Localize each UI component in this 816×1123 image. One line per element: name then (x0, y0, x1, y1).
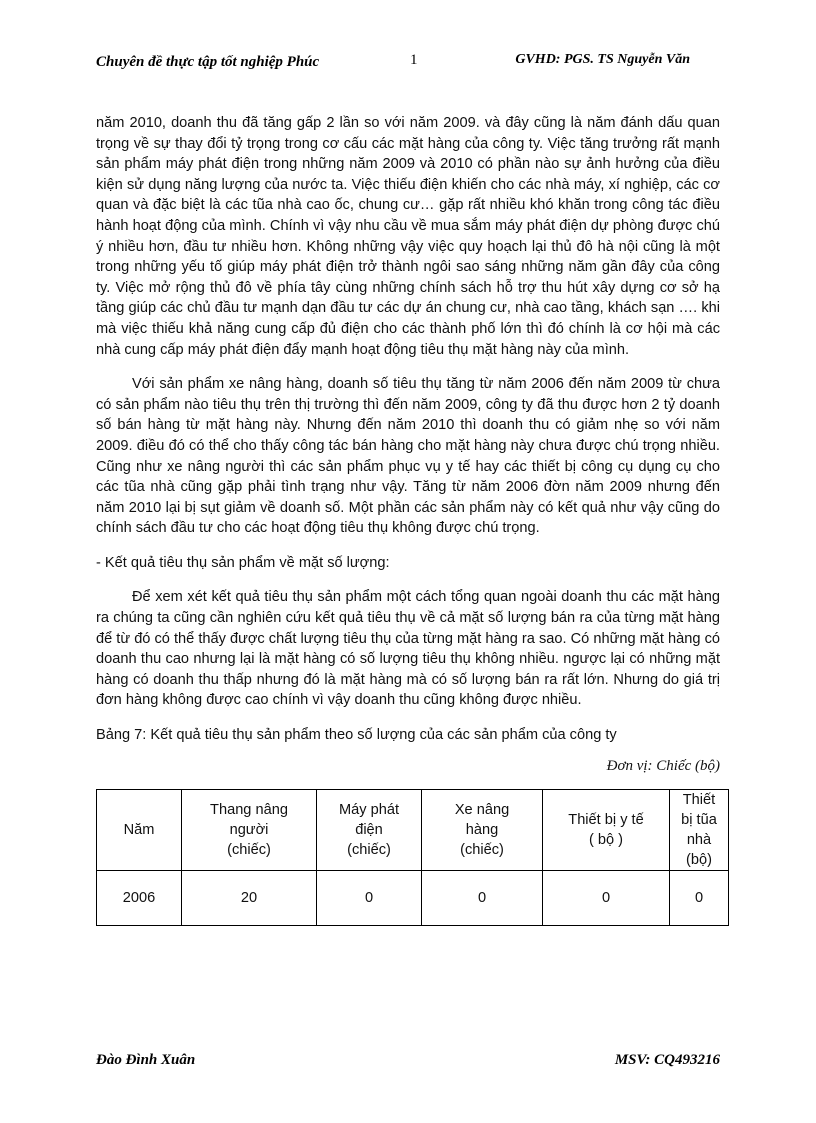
page-number: 1 (410, 52, 418, 68)
table-caption: Bảng 7: Kết quả tiêu thụ sản phẩm theo số lượng của các sản phẩm của công ty (96, 727, 617, 744)
header-supervisor: GVHD: PGS. TS Nguyễn Văn (515, 52, 690, 67)
page-header (96, 52, 720, 92)
footer-author: Đào Đình Xuân (96, 1052, 196, 1068)
cell-building-equipment: 0 (670, 870, 729, 925)
header-cell-person-lift: Thang nâng người (chiếc) (182, 789, 317, 870)
header-cell-year: Năm (97, 789, 182, 870)
section-heading-quantity: - Kết quả tiêu thụ sản phẩm về mặt số lượng: (96, 554, 390, 571)
header-cell-generator: Máy phát điện (chiếc) (317, 789, 422, 870)
footer-student-id: MSV: CQ493216 (614, 1052, 720, 1068)
header-cell-building-equipment: Thiết bị tũa nhà (bộ) (670, 789, 729, 870)
header-cell-medical-equipment: Thiết bị y tế ( bộ ) (543, 789, 670, 870)
table-row (97, 870, 729, 925)
header-cell-forklift: Xe nâng hàng (chiếc) (422, 789, 543, 870)
cell-forklift: 0 (422, 870, 543, 925)
sales-quantity-table (96, 789, 729, 926)
document-body (96, 113, 720, 926)
paragraph-generator-growth: năm 2010, doanh thu đã tăng gấp 2 lần so với năm 2009. và đây cũng là năm đánh dấu quan trọng về sự thay đổi tỷ trọng trong cơ cấu các mặt hàng của công ty. Việc tăng trưởng rất mạnh sản phẩm máy phát điện trong những năm 2009 và 2010 có phần nào sự ảnh hưởng của điều kiện sử dụng năng lượng của nước ta. Việc thiếu điện khiến cho các nhà máy, xí nghiệp, các cơ quan và đặc biệt là các tũa nhà cao ốc, chung cư… gặp rất nhiều khó khăn trong công tác điều hành hoạt động của mình. Chính vì vậy nhu cầu về mua sắm máy phát điện dự phòng được chú ý nhiều hơn, đầu tư nhiều hơn. Không những vậy việc quy hoạch lại thủ đô hà nội cũng là một trong những yếu tố giúp máy phát điện trở thành ngôi sao sáng những năm gần đây của công ty. Việc mở rộng thủ đô về phía tây cùng những chính sách hỗ trợ thu hút xây dựng cơ sở hạ tầng giúp các chủ đầu tư mạnh dạn đầu tư các dự án chung cư, nhà cao tầng, khách sạn …. khi mà việc thiếu khả năng cung cấp đủ điện cho các thành phố lớn thì đó chính là cơ hội mà các nhà cung cấp máy phát điện đẩy mạnh hoạt động tiêu thụ mặt hàng này của mình. (96, 115, 720, 358)
cell-person-lift: 20 (182, 870, 317, 925)
paragraph-quantity-analysis: Để xem xét kết quả tiêu thụ sản phẩm một cách tổng quan ngoài doanh thu các mặt hàng ra chúng ta cũng cần nghiên cứu kết quả tiêu thụ về cả mặt số lượng bán ra của từng mặt hàng để từ đó có thể thấy được chất lượng tiêu thụ của từng mặt hàng ra sao. Có những mặt hàng có doanh thu cao nhưng lại là mặt hàng có số lượng tiêu thụ không nhiều. ngược lại có những mặt hàng có doanh thu thấp nhưng đó là mặt hàng mà có số lượng bán ra rất lớn. Nhưng do giá trị đơn hàng không được cao chính vì vậy doanh thu cũng không được nhiều. (96, 589, 720, 709)
page-footer (96, 1052, 720, 1074)
cell-year: 2006 (97, 870, 182, 925)
cell-medical-equipment: 0 (543, 870, 670, 925)
header-document-title: Chuyên đề thực tập tốt nghiệp Phúc (96, 54, 320, 70)
table-unit-label: Đơn vị: Chiếc (bộ) (606, 757, 720, 774)
cell-generator: 0 (317, 870, 422, 925)
paragraph-forklift-sales: Với sản phẩm xe nâng hàng, doanh số tiêu thụ tăng từ năm 2006 đến năm 2009 từ chưa có sản phẩm nào tiêu thụ trên thị trường thì đến năm 2009, công ty đã thu được hơn 2 tỷ doanh số bán hàng từ mặt hàng này. Nhưng đến năm 2010 thì doanh thu có giảm nhẹ so với năm 2009. điều đó có thể cho thấy công tác bán hàng cho mặt hàng này chưa được chú trọng nhiều. Cũng như xe nâng người thì các sản phẩm phục vụ y tế hay các thiết bị công cụ dụng cụ cho các tũa nhà cũng gặp phải tình trạng như vậy. Tăng từ năm 2006 đờn năm 2009 nhưng đến năm 2010 lại bị sụt giảm về doanh số. Một phần các sản phẩm này có kết quả như vậy cũng do chính sách đầu tư cho các hoạt động tiêu thụ không được chú trọng. (96, 376, 720, 537)
table-header-row (97, 789, 729, 870)
